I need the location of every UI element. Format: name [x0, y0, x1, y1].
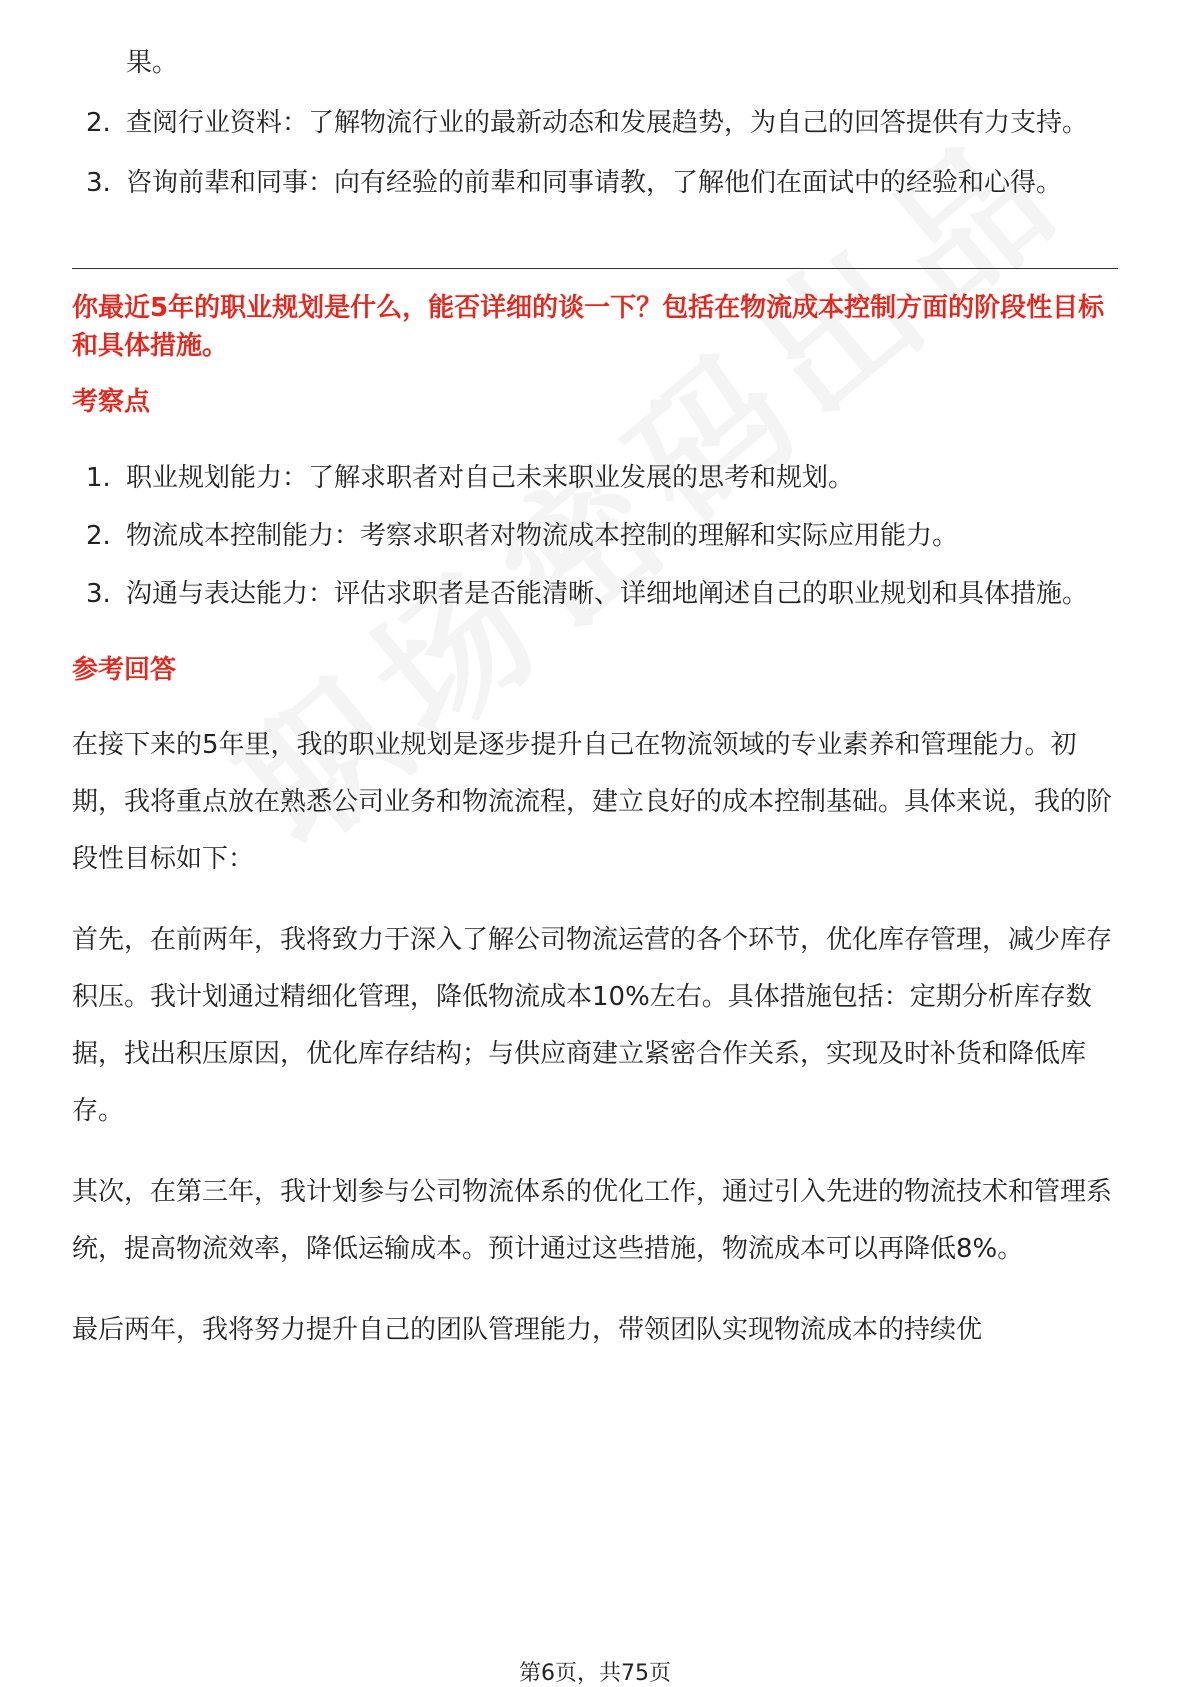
- list-item: [72, 154, 1118, 212]
- list-text: 查阅行业资料：了解物流行业的最新动态和发展趋势，为自己的回答提供有力支持。: [126, 108, 1089, 138]
- list-item: [72, 565, 1118, 623]
- focus-list: [72, 449, 1118, 623]
- focus-heading: 考察点: [72, 387, 151, 417]
- list-number: 3.: [86, 168, 111, 198]
- section-divider: [72, 268, 1118, 269]
- list-number: 2.: [86, 108, 111, 138]
- answer-paragraph: 首先，在前两年，我将致力于深入了解公司物流运营的各个环节，优化库存管理，减少库存积压。我计划通过精细化管理，降低物流成本10%左右。具体措施包括：定期分析库存数据，找出积压原因，优化库存结构；与供应商建立紧密合作关系，实现及时补货和降低库存。: [72, 925, 1113, 1126]
- list-text: 职业规划能力：了解求职者对自己未来职业发展的思考和规划。: [126, 463, 855, 493]
- list-item-continuation: 果。: [126, 48, 179, 78]
- list-number: 1.: [86, 463, 111, 493]
- list-text: 沟通与表达能力：评估求职者是否能清晰、详细地阐述自己的职业规划和具体措施。: [126, 579, 1089, 609]
- list-number: 2.: [86, 521, 111, 551]
- answer-paragraph: 其次，在第三年，我计划参与公司物流体系的优化工作，通过引入先进的物流技术和管理系统，提高物流效率，降低运输成本。预计通过这些措施，物流成本可以再降低8%。: [72, 1177, 1113, 1264]
- list-number: 3.: [86, 579, 111, 609]
- list-text: 物流成本控制能力：考察求职者对物流成本控制的理解和实际应用能力。: [126, 521, 959, 551]
- list-item: [72, 507, 1118, 565]
- answer-paragraph: 最后两年，我将努力提升自己的团队管理能力，带领团队实现物流成本的持续优: [72, 1315, 983, 1345]
- page-content: [72, 0, 1118, 1359]
- list-item: [72, 449, 1118, 507]
- list-item: [72, 94, 1118, 152]
- list-text: 咨询前辈和同事：向有经验的前辈和同事请教，了解他们在面试中的经验和心得。: [126, 168, 1063, 198]
- page-number: 第6页，共75页: [519, 1661, 671, 1686]
- prep-list: [72, 94, 1118, 212]
- question-title: 你最近5年的职业规划是什么，能否详细的谈一下？包括在物流成本控制方面的阶段性目标和具体措施。: [72, 293, 1105, 361]
- answer-heading: 参考回答: [72, 655, 177, 685]
- answer-paragraph: 在接下来的5年里，我的职业规划是逐步提升自己在物流领域的专业素养和管理能力。初期，我将重点放在熟悉公司业务和物流流程，建立良好的成本控制基础。具体来说，我的阶段性目标如下：: [72, 730, 1113, 874]
